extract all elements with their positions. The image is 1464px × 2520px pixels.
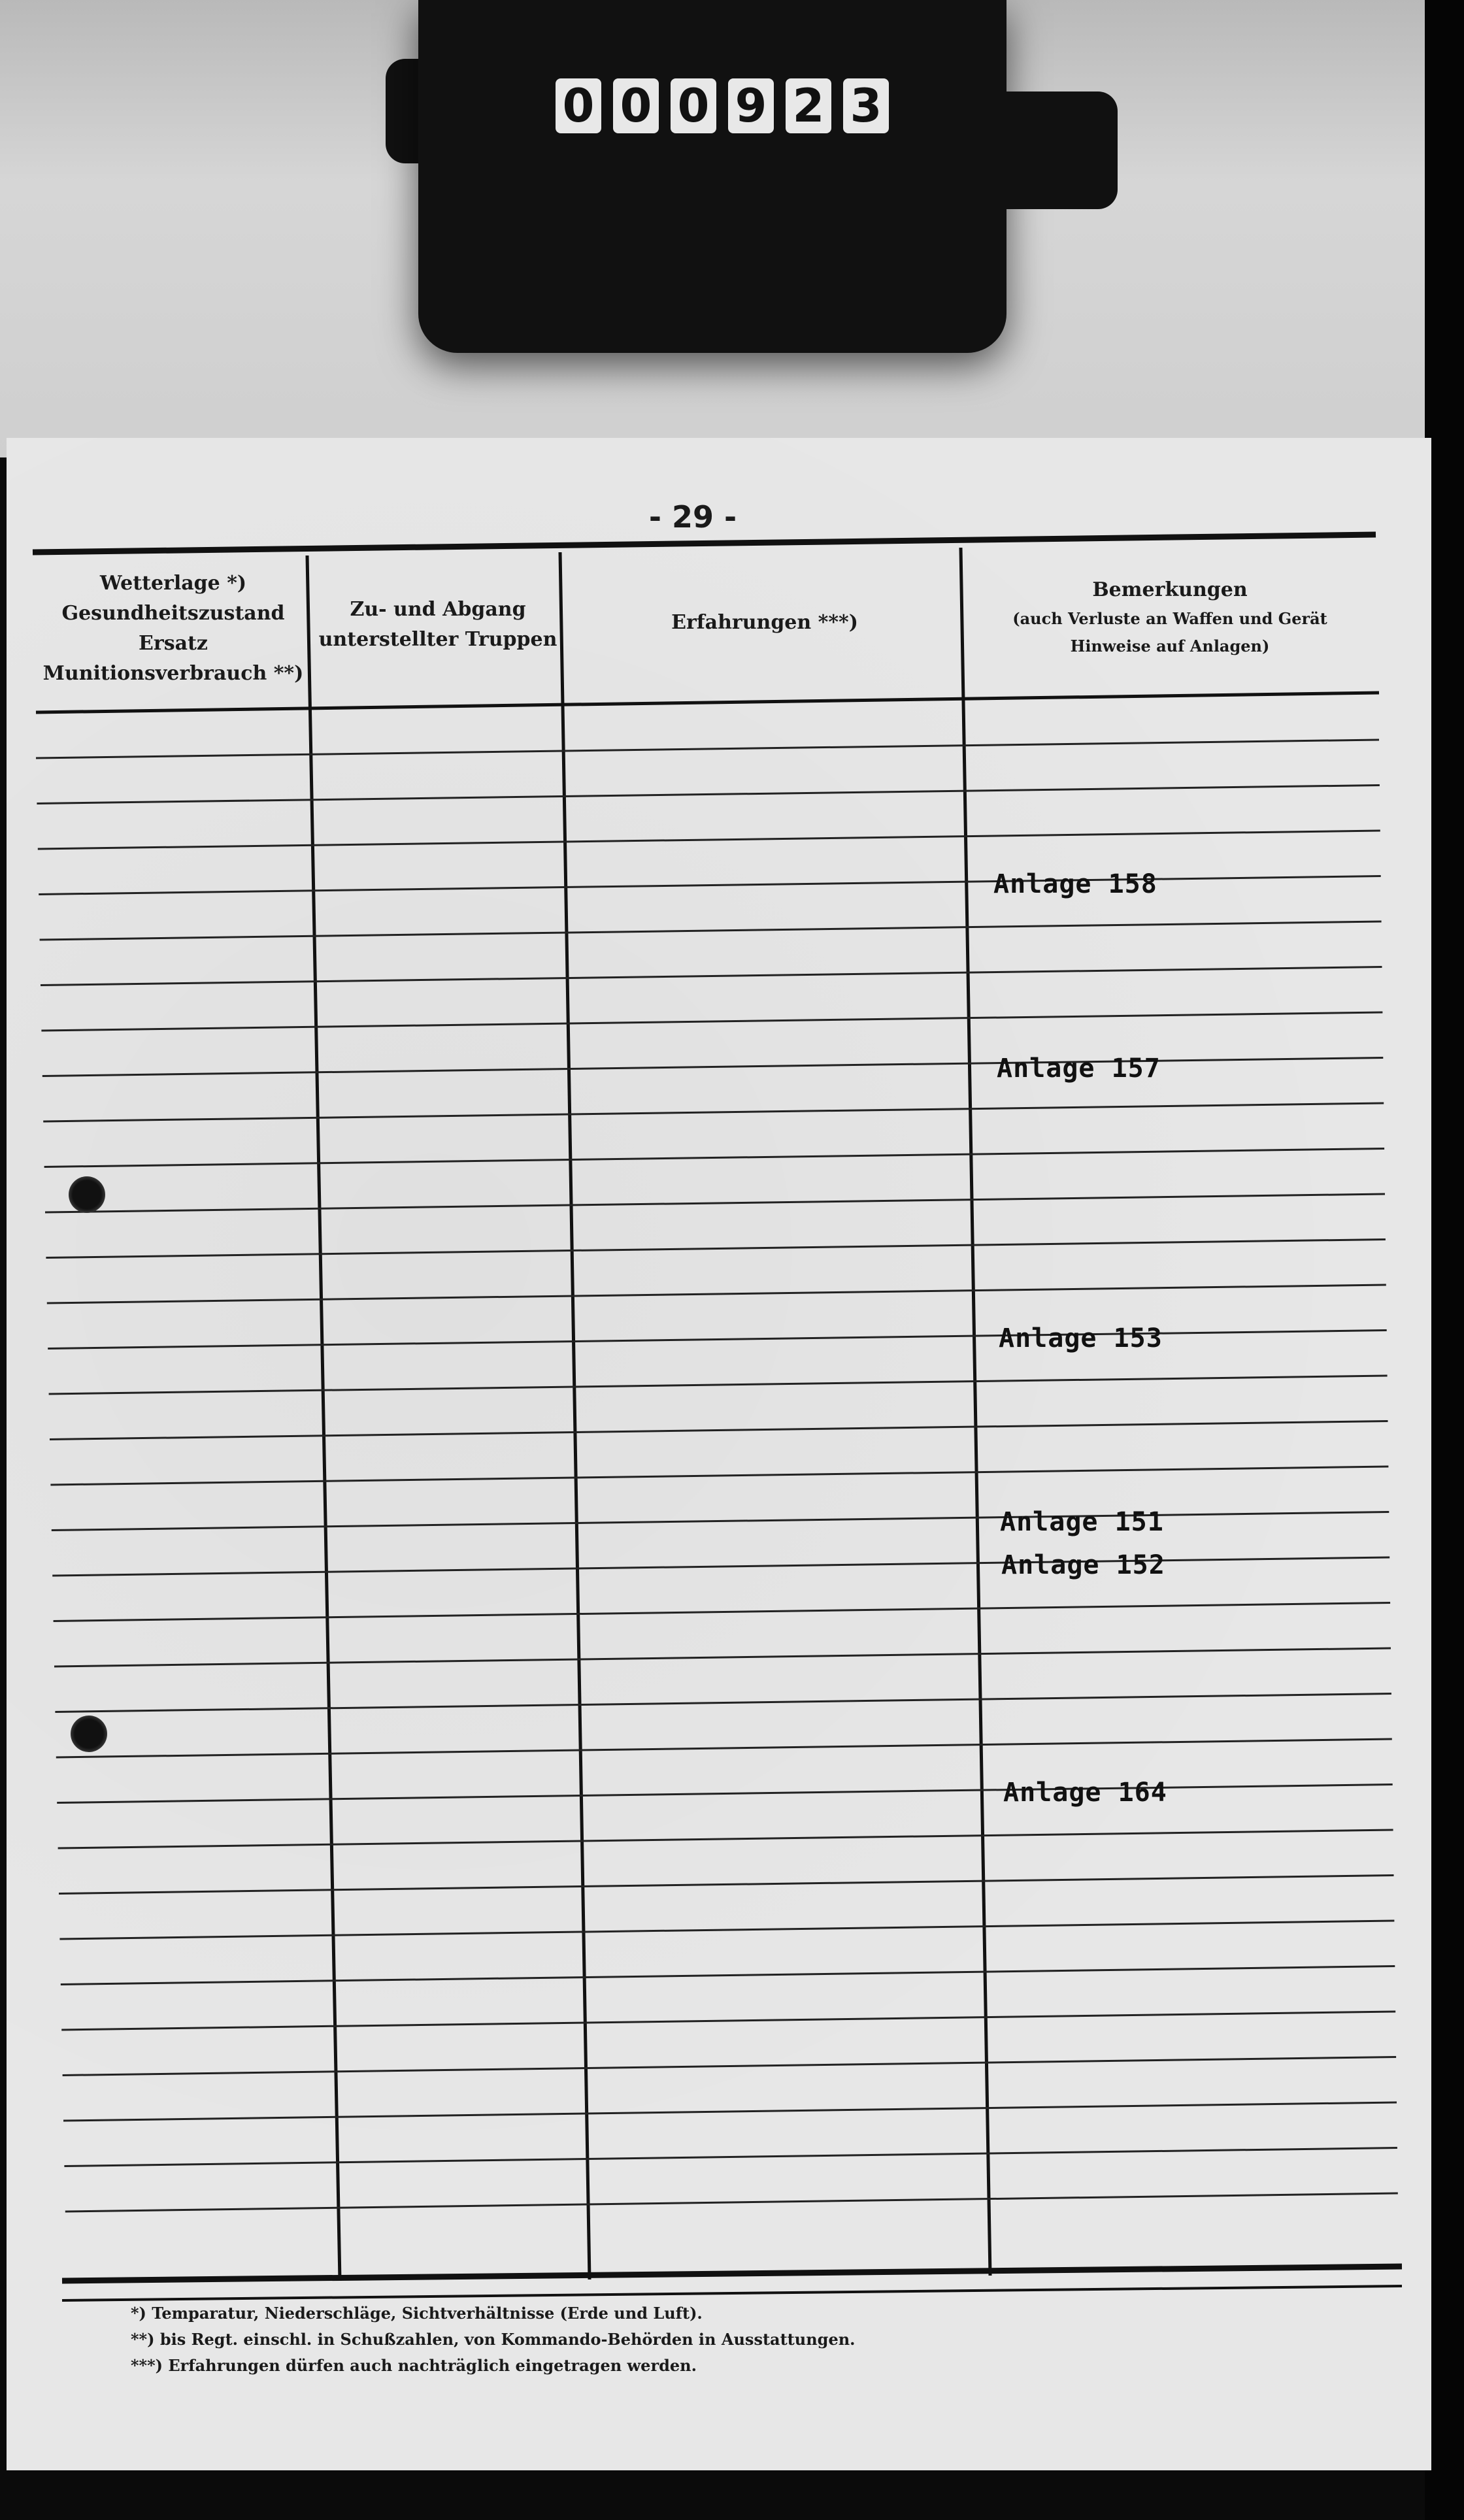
- rule-line: [41, 967, 1382, 986]
- header-line: Hinweise auf Anlagen): [1070, 637, 1270, 655]
- header-line: Gesundheitszustand: [61, 602, 285, 625]
- header-line: (auch Verluste an Waffen und Gerät: [1012, 609, 1327, 628]
- rule-line: [59, 1876, 1394, 1894]
- page-number: - 29 -: [648, 499, 737, 535]
- rule-line: [52, 1557, 1389, 1576]
- remark-entry: Anlage 157: [997, 1053, 1161, 1084]
- counter-digit: 2: [786, 78, 831, 133]
- remark-entry: Anlage 158: [993, 869, 1157, 899]
- header-line: Erfahrungen ***): [671, 611, 858, 634]
- rule-line: [47, 1285, 1386, 1303]
- remark-entry: Anlage 153: [999, 1323, 1163, 1353]
- rule-line: [55, 1694, 1391, 1712]
- rule-line: [57, 1785, 1393, 1803]
- header-line: Munitionsverbrauch **): [42, 662, 304, 685]
- rule-line: [63, 2057, 1397, 2076]
- footnote: ***) Erfahrungen dürfen auch nachträglich eingetragen werden.: [131, 2356, 697, 2375]
- punch-hole: [69, 1176, 105, 1213]
- counter-digit: 0: [671, 78, 716, 133]
- rule-line: [49, 1376, 1388, 1394]
- remark-entry: Anlage 164: [1003, 1778, 1167, 1808]
- remark-entry: Anlage 151: [1000, 1507, 1164, 1537]
- header-line: Bemerkungen: [1092, 578, 1248, 601]
- remark-entry: Anlage 152: [1001, 1550, 1165, 1580]
- header-remarks-column: [967, 575, 1372, 660]
- rule-line: [54, 1603, 1391, 1621]
- rule-line: [64, 2148, 1397, 2166]
- rule-line: [43, 1103, 1384, 1121]
- footnote: *) Temparatur, Niederschläge, Sichtverhältnisse (Erde und Luft).: [131, 2304, 703, 2323]
- rule-line: [41, 1012, 1382, 1031]
- rule-line: [61, 1966, 1395, 1985]
- header-weather-column: [39, 569, 307, 689]
- counter-digit: 9: [728, 78, 774, 133]
- rule-line: [63, 2102, 1397, 2121]
- punch-hole: [71, 1716, 107, 1752]
- counter-digit: 3: [843, 78, 889, 133]
- rule-line: [37, 786, 1380, 804]
- header-line: Ersatz: [139, 632, 208, 655]
- footnotes: [131, 2300, 1176, 2379]
- rule-line: [44, 1149, 1385, 1167]
- rule-line: [61, 2012, 1395, 2030]
- counter-digit: 0: [556, 78, 601, 133]
- rule-line: [54, 1648, 1391, 1666]
- rule-line: [38, 831, 1380, 849]
- header-line: Wetterlage *): [99, 572, 247, 595]
- header-line: Zu- und Abgang: [350, 598, 526, 621]
- rule-line: [52, 1512, 1389, 1531]
- rule-line: [39, 876, 1381, 895]
- rule-line: [50, 1421, 1388, 1440]
- rule-line: [40, 921, 1382, 940]
- header-troops-column: [314, 595, 562, 655]
- header-line: unterstellter Truppen: [318, 628, 557, 651]
- rule-line: [48, 1331, 1387, 1349]
- rule-line: [46, 1240, 1386, 1258]
- footnote: **) bis Regt. einschl. in Schußzahlen, von Kommando-Behörden in Ausstattungen.: [131, 2330, 856, 2349]
- rule-line: [58, 1830, 1393, 1848]
- header-experience-column: [569, 608, 961, 638]
- rule-line: [42, 1058, 1384, 1076]
- rule-line: [59, 1921, 1394, 1939]
- rule-line: [45, 1194, 1385, 1212]
- rule-line: [36, 740, 1379, 758]
- counter-digit: 0: [613, 78, 659, 133]
- rule-line: [65, 2193, 1398, 2212]
- rule-line: [50, 1467, 1388, 1485]
- rule-line: [56, 1739, 1392, 1757]
